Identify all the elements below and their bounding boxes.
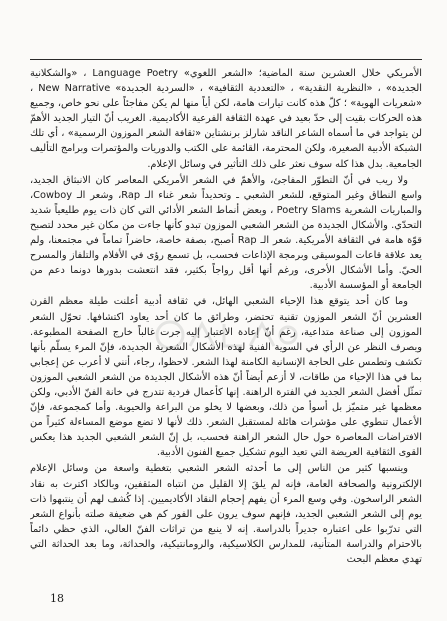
paragraph-4: وينسبها كثير من الناس إلى ما أحدثه الشعر الشعبي بتغطية واسعة من وسائل الإعلام الإلكترونية والصحافة العامة، فإنه لم يلقَ إلا القليل من انتباه المثقفين، وبالكاد اكترث به نقاد الشعر الراسخون. وفي وسع المرء أن يفهم إحجام النقاد الأكاديميين. إذا كُشف لهم أن ينتبهوا ذات يوم إلى الشعر الشعبي الجديد، فإنهم سوف يرون على الفور كم هي ضعيفة صلته بأنواع الشعر التي تدرّبوا على اعتباره جديراً بالدراسة. إنه لا ينبع من تراثات الفنّ العالي، الذي حظي دائماً بالاحترام والدراسة المتأنية، للمدارس الكلاسيكية، والرومانتيكية، والحداثة، وما بعد الحداثة التي تهدي معظم البحث [30, 463, 422, 565]
top-rule [30, 59, 422, 60]
body-text [30, 66, 422, 586]
paragraph-1: الأمريكي خلال العشرين سنة الماضية؛ «الشعر اللغوي» Language Poetry ، «والشكلانية الجديدة» ، «النظرية النقدية» ، «التعددية الثقافية» ، «السردية الجديدة» New Narrative ، «شعريات الهوية» ؛ كلّ هذه كانت تيارات هامة، لكن أياً منها لم يكن مفاجئاً على نحو خاص، وجميع هذه الحركات بقيت إلى حدّ بعيد في عهدة الثقافة الفرعية الأكاديمية. الغريب أنّ التيار الجديد الأهمّ لن يتواجد في ما أسماه الشاعر الناقد شارلز برنشتاين «ثقافة الشعر الموزون الرسمية» ، أي تلك الشبكة الأدبية الصغيرة، ولكن المحترمة، القائمة على الكتب والدوريات والمؤتمرات وبرامج التأليف الجامعية. بدل هذا كله سوف نعثر على ذلك التأثير في وسائل الإعلام. [30, 68, 422, 170]
page-number: 18 [50, 592, 64, 605]
paragraph-2: ولا ريب في أنّ التطوّر المفاجئ، والأهمّ في الشعر الأمريكي المعاصر كان الانبثاق الجديد، واسع النطاق وغير المتوقع، للشعر الشعبي ـ وتحديداً شعر غناء الـ Rap، وشعر الـ Cowboy، والمباريات الشعرية Poetry Slams ، وبعض أنماط الشعر الأدائي التي كان ذات يوم طليعياً شديد التحدّي. والأشكال الجديدة من الشعر الشعبي الموزون تبدو كأنها جاءت من مكان غير محدد لتصبح قوّة هامة في الثقافة الأمريكية. شعر الـ Rap أصبح، بصفة خاصة، حاضراً تماماً في مجتمعنا، ولم يعد علاقة قاعات الموسيقى وبرمجة الإذاعات فحسب، بل تسمع رؤى في الأفلام والتلفاز والمسرح الحيّ. وأما الأشكال الأخرى، ورغم أنها أقل رواجاً بكثير، فقد انتعشت بدورها دونما دعم من الجامعة أو المؤسسة الأدبية. [30, 174, 422, 292]
paragraph-3: وما كان أحد يتوقع هذا الإحياء الشعبي الهائل، في ثقافة أدبية أعلنت طيلة معظم القرن العشرين أنّ الشعر الموزون تقنية تحتضر، وطرائق ما كان أحد يعاود اكتشافها. تحوّل الشعر الموزون إلى صناعة متداعية، رغم أنّ إعادة الاعتبار إليه جرت غالباً خارج الصفحة المطبوعة. ويصرف النظر عن الرأي في السوية الفنية لهذه الأشكال الشعرية الجديدة، فإنّ المرء يسلّم بأنها تكشف وتطمس على الحاجة الإنسانية الكامنة لهذا الشعر. لاحظوا، رجاء، أنني لا أعرب عن إعجابي بما في هذا الإحياء من طاقات، لا أزعم أيضاً أنّ هذه الأشكال الجديدة من الشعر الشعبي الموزون تمثّل أفضل الشعر الجديد في الفترة الراهنة. إنها كأعمال فردية تتدرج في خانة الفنّ الأدبي، ولكن معظمها غير متميّز بل أسوأ من ذلك، وبعضها لا يخلو من البراعة والحيوية. وأما كمجموعة، فإنّ الأعمال تنطوي على مؤشرات هائلة لمستقبل الشعر. ذلك لأنها لا تضع موضع المساءلة كثيراً من الافتراضات المعاصرة حول حال الشعر الراهنة فحسب، بل إنّ الشعر الشعبي الجديد هذا يعكس القوى الثقافية العريضة التي تعيد اليوم تشكيل جميع الفنون الأدبية. [30, 296, 422, 459]
